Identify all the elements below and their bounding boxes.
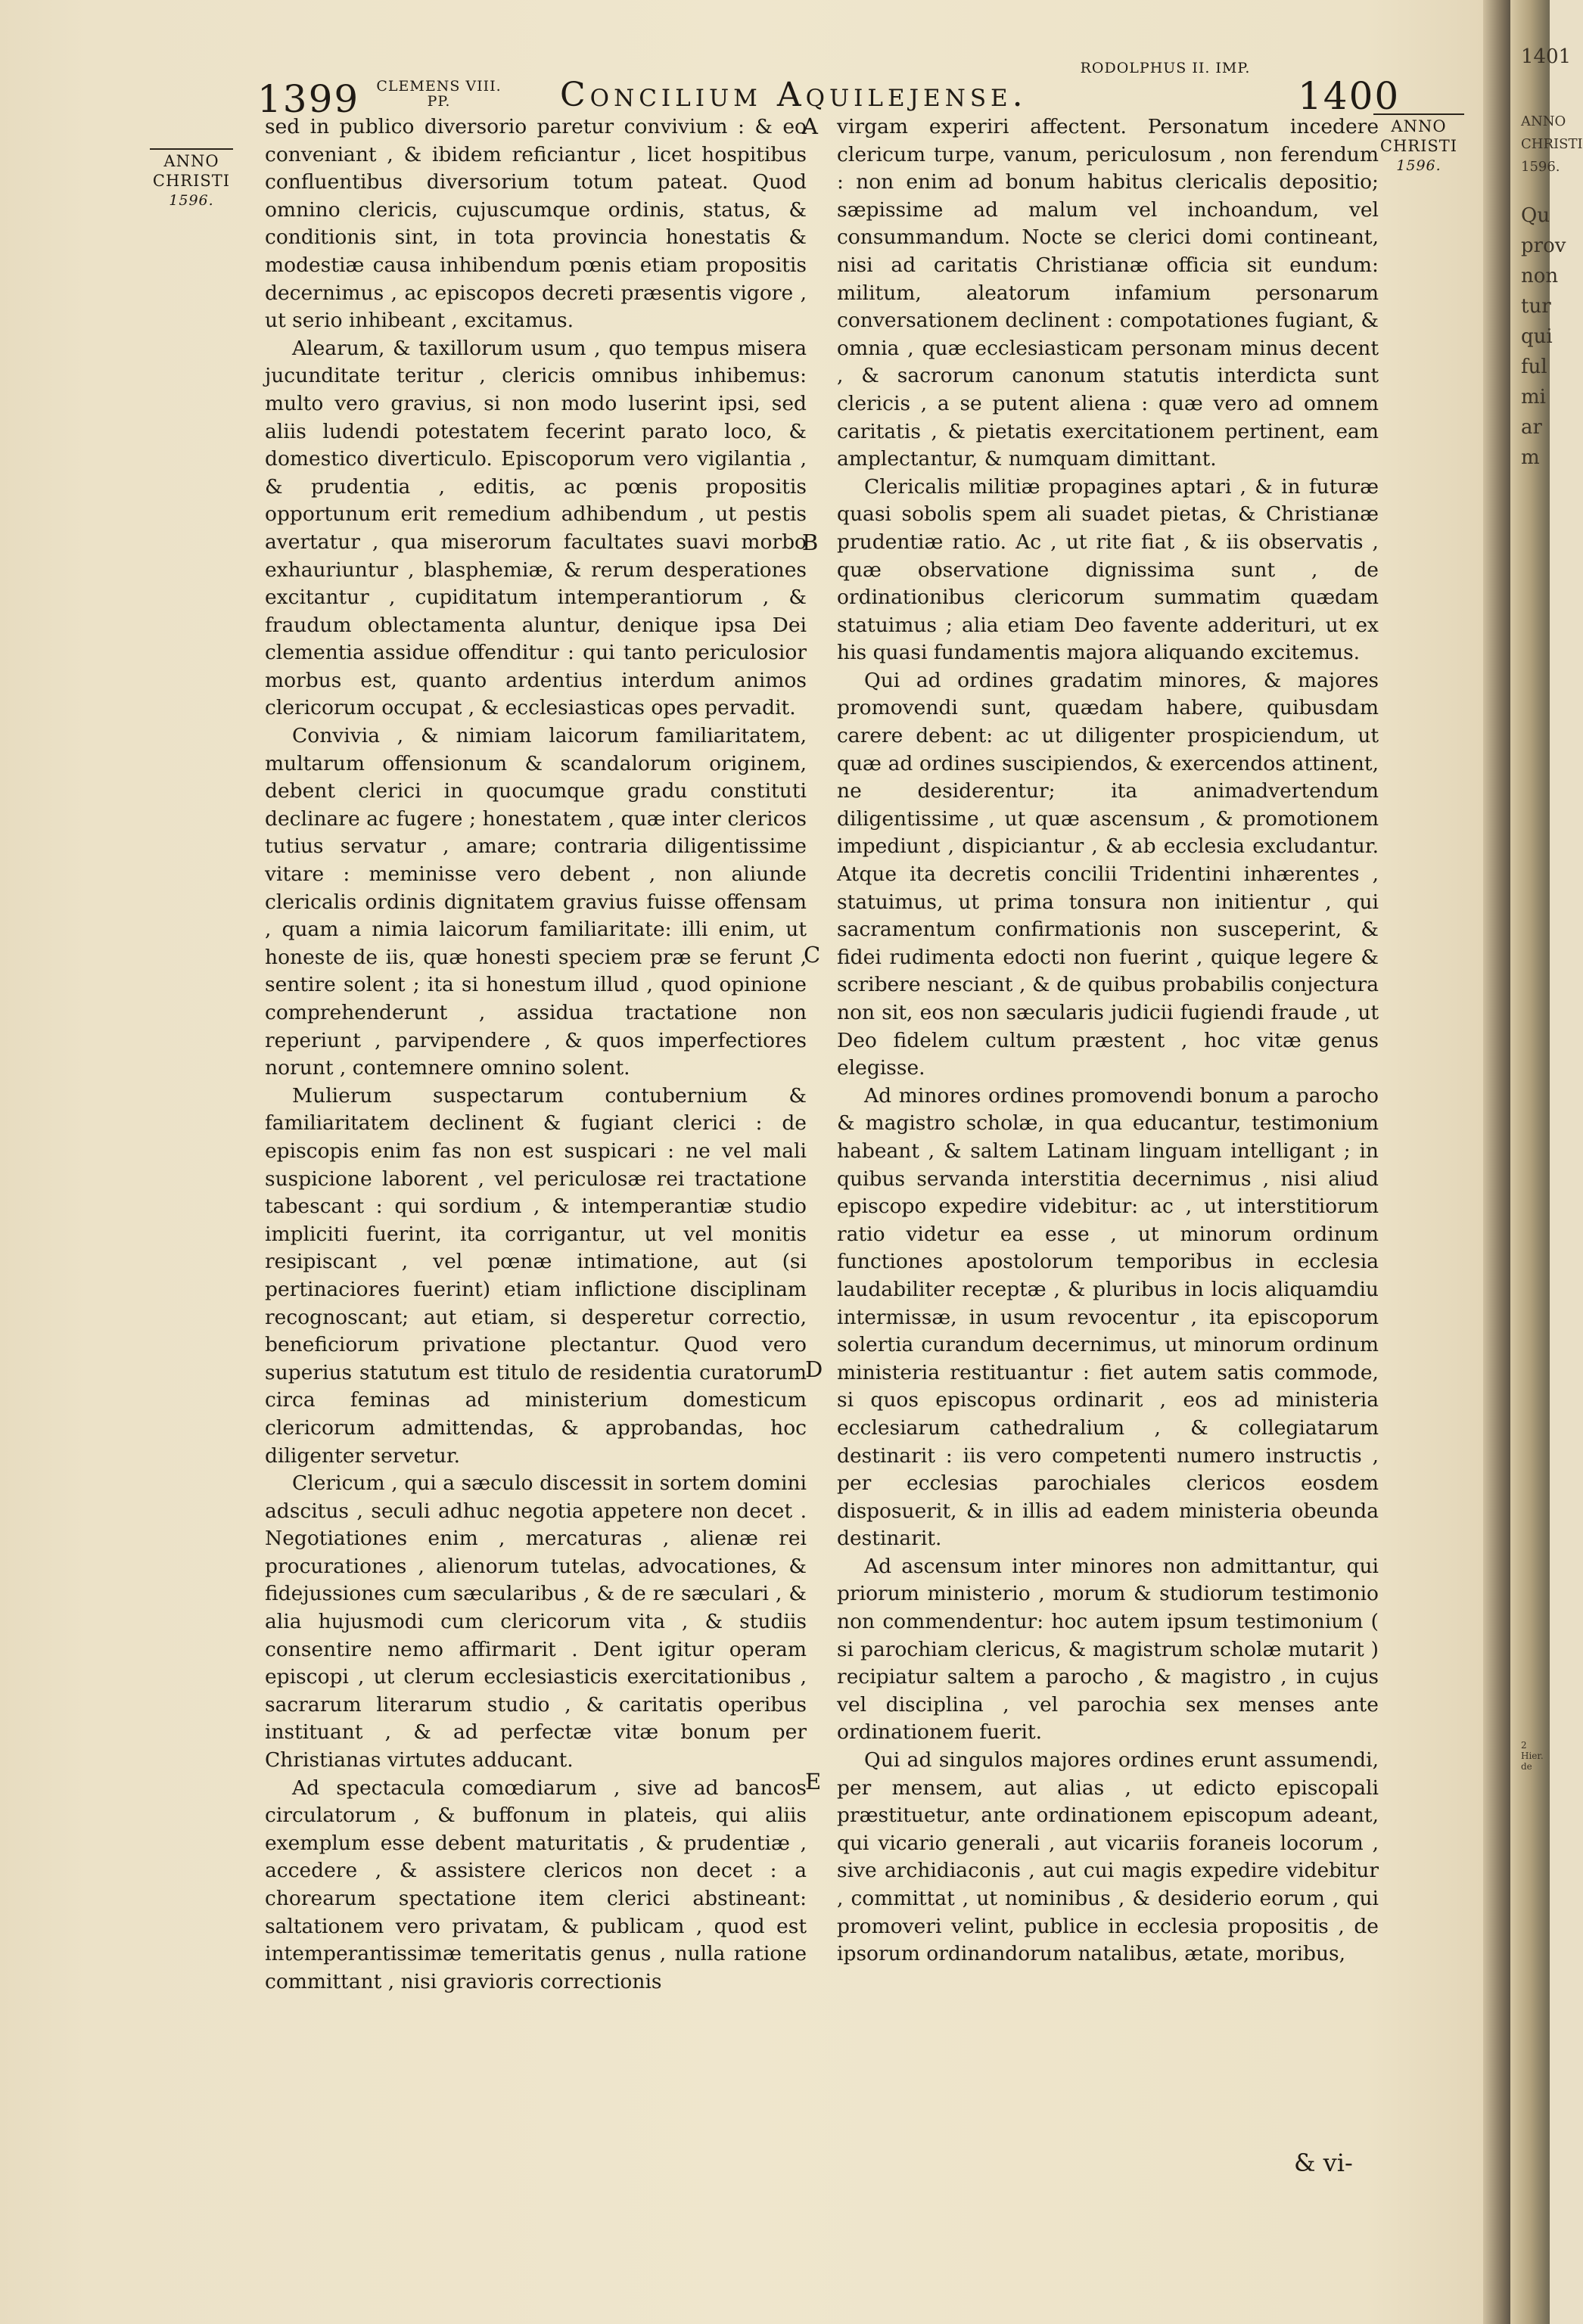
section-marker-d: D	[805, 1356, 823, 1382]
adjacent-fragment: ar	[1521, 416, 1542, 439]
section-marker-c: C	[804, 942, 821, 968]
margin-note-year-left	[150, 148, 233, 210]
section-marker-e: E	[805, 1769, 822, 1794]
paragraph: Ad spectacula comœdiarum , sive ad bancos circulatorum , & buffonum in plateis, qui aliis exemplum esse debent maturitatis , & prudentiæ , accedere , & assistere clericos non decet : a chorearum spectatione item clerici abstineant: saltationem vero privatam, & publicam , quod est intemperantissimæ temeritatis genus , nulla ratione committant , nisi gravioris correctionis	[265, 1776, 807, 1993]
adjacent-fragment: 2 Hier. de	[1521, 1740, 1544, 1772]
paragraph: Clericalis militiæ propagines aptari , & in futuræ quasi sobolis spem ali suadet pietas, & Christianæ prudentiæ ratio. Ac , ut rite fiat , & iis observatis , quæ observatione dignissima sunt , de ordinationibus clericorum summatim quædam statuimus ; alia etiam Deo favente adderituri, ut ex his quasi fundamentis majora aliquando excitemus.	[837, 474, 1379, 665]
running-head-emperor: RODOLPHUS II. IMP.	[1080, 60, 1251, 76]
section-marker-a: A	[802, 113, 818, 139]
paragraph: Clericum , qui a sæculo discessit in sortem domini adscitus , seculi adhuc negotia appetere non decet . Negotiationes enim , mercaturas , alienæ rei procurationes , alienorum tutelas, advocationes, & fidejussiones cum sæcularibus , & de re sæculari , & alia hujusmodi cum clericorum vita , & studiis consentire nemo affirmarit . Dent igitur operam episcopi , ut clerum ecclesiasticis exercitationibus , sacrarum literarum studio , & caritatis operibus instituant , & ad perfectæ vitæ bonum per Christianas virtutes adducant.	[265, 1471, 807, 1773]
paragraph: sed in publico diversorio paretur convivium : & eo conveniant , & ibidem reficiantur , licet hospitibus confluentibus diversorium totum pateat. Quod omnino clericis, cujuscumque ordinis, status, & conditionis sint, in tota provincia honestatis & modestiæ causa inhibendum pœnis etiam propositis decernimus , ac episcopos decreti præsentis vigore , ut serio inhibeant , excitamus.	[265, 115, 807, 333]
text-column-left	[265, 113, 807, 1996]
paragraph: Qui ad ordines gradatim minores, & majores promovendi sunt, quædam habere, quibusdam carere debent: ac ut diligenter prospiciendum, ut quæ ad ordines suscipiendos, & exercendos attinent, ne desiderentur; ita animadvertendum diligentissime , ut quæ ascensum , & promotionem impediunt , dispiciantur , & ab ecclesia excludantur. Atque ita decretis concilii Tridentini inhærentes , statuimus, ut prima tonsura non initientur , qui sacramentum confirmationis non susceperint, & fidei rudimenta edocti non fuerint , quique legere & scribere nesciant , & de quibus probabilis conjectura non sit, eos non sæcularis judicii fugiendi fraude , ut Deo fidelem cultum præstent , hoc vitæ genus elegisse.	[837, 668, 1379, 1080]
margin-note-anno: ANNO	[1391, 117, 1447, 135]
paragraph: Ad minores ordines promovendi bonum a parocho & magistro scholæ, in qua educantur, testimonium habeant , & saltem Latinam linguam intelligant ; in quibus servanda interstitia decernimus , nisi aliud episcopo expedire videbitur: ac , ut interstitiorum ratio videtur ea esse , ut minorum ordinum functiones apostolorum temporibus in ecclesia laudabiliter receptæ , & pluribus in locis aliquamdiu intermissæ, in usum revocentur , ita episcoporum solertia curandum decernimus, ut minorum ordinum ministeria restituantur : fiet autem satis commode, si quos episcopus ordinarit , eos ad ministeria ecclesiarum cathedralium , & collegiatarum destinarit : iis vero competenti numero instructis , per ecclesias parochiales clericos eosdem disposuerit, & in illis ad eadem ministeria obeunda destinarit.	[837, 1083, 1379, 1551]
section-marker-b: B	[802, 530, 819, 555]
paragraph: Ad ascensum inter minores non admittantur, qui priorum ministerio , morum & studiorum testimonio non commendentur: hoc autem ipsum testimonium ( si parochiam clericus, & magistrum scholæ mutarit ) recipiatur saltem a parocho , & magistro , in cujus vel disciplina , vel parochia sex menses ante ordinationem fuerit.	[837, 1554, 1379, 1745]
adjacent-page-edge	[1510, 0, 1583, 2324]
adjacent-fragment: 1401	[1521, 45, 1572, 68]
adjacent-fragment: ful	[1521, 356, 1547, 378]
adjacent-fragment: prov	[1521, 235, 1566, 257]
adjacent-fragment: qui	[1521, 325, 1553, 348]
paragraph: Qui ad singulos majores ordines erunt assumendi, per mensem, aut alias , ut edicto episcopali præstituetur, ante ordinationem episcopum adeant, qui vicario generali , aut vicariis foraneis locorum , sive archidiaconis , aut cui magis expedire videbitur , committat , ut nominibus , & desiderio eorum , qui promoveri velint, publice in ecclesia propositis , de ipsorum ordinandorum natalibus, ætate, moribus,	[837, 1748, 1379, 1966]
adjacent-fragment: 1596.	[1521, 159, 1560, 175]
margin-note-year-right	[1373, 113, 1464, 176]
margin-note-year: 1596.	[1396, 157, 1441, 174]
text-column-right	[837, 113, 1379, 1968]
paragraph: Mulierum suspectarum contubernium & familiaritatem declinent & fugiant clerici : de episcopis enim fas non est suspicari : ne vel mali suspicione laborent , vel periculosæ rei tractatione tabescant : qui sordium , & intemperantiæ studio impliciti fuerint, ita corrigantur, ut vel monitis resipiscant , vel pœnæ intimatione, aut (si pertinaciores fuerint) etiam inflictione disciplinam recognoscant; aut etiam, si desperetur correctio, beneficiorum privatione plectantur. Quod vero superius statutum est titulo de residentia curatorum circa feminas ad ministerium domesticum clericorum admittendas, & approbandas, hoc diligenter servetur.	[265, 1083, 807, 1468]
adjacent-fragment: non	[1521, 265, 1559, 287]
adjacent-fragment: Qu	[1521, 204, 1550, 227]
margin-note-anno: ANNO	[163, 152, 219, 170]
adjacent-fragment: tur	[1521, 295, 1551, 318]
adjacent-fragment: CHRISTI	[1521, 136, 1583, 152]
margin-note-christi: CHRISTI	[1379, 137, 1458, 155]
adjacent-fragment: ANNO	[1521, 113, 1566, 129]
adjacent-fragment: m	[1521, 446, 1540, 469]
book-gutter	[1483, 0, 1510, 2324]
catchword: & vi-	[1294, 2148, 1353, 2177]
page-number-left: 1399	[257, 77, 360, 121]
margin-note-year: 1596.	[169, 192, 214, 209]
paragraph: Alearum, & taxillorum usum , quo tempus misera jucunditate teritur , clericis omnibus inhibemus: multo vero gravius, si non modo luserint ipsi, sed aliis ludendi potestatem fecerint parato loco, & domestico diverticulo. Episcoporum vero vigilantia , & prudentia , editis, ac pœnis propositis opportunum erit remedium adhibendum , ut pestis avertatur , qua miserorum facultates suavi morbo exhauriuntur , blasphemiæ, & rerum desperationes excitantur , cupiditatum intemperantiorum , & fraudum oblectamenta aluntur, denique ipsa Dei clementia assidue offenditur : qui tanto periculosior morbus est, quanto ardentius interdum animos clericorum occupat , & ecclesiasticas opes pervadit.	[265, 336, 807, 720]
adjacent-fragment: mi	[1521, 386, 1546, 409]
paragraph: virgam experiri affectent. Personatum incedere clericum turpe, vanum, periculosum , non ferendum : non enim ad bonum habitus clericalis depositio; sæpissime ad malum vel inchoandum, vel consummandum. Nocte se clerici domi contineant, nisi ad caritatis Christianæ officia sit eundum: militum, aleatorum infamium personarum conversationem declinent : compotationes fugiant, & omnia , quæ ecclesiasticam personam minus decent , & sacrorum canonum statutis interdicta sunt clericis , a se putent aliena : quæ vero ad omnem caritatis , & pietatis exercitationem pertinent, eam amplectantur, & numquam dimittant.	[837, 115, 1379, 471]
page-number-right: 1400	[1298, 74, 1401, 118]
running-head-pope: CLEMENS VIII. PP.	[376, 78, 502, 110]
margin-note-christi: CHRISTI	[152, 172, 231, 190]
paragraph: Convivia , & nimiam laicorum familiaritatem, multarum offensionum & scandalorum originem, debent clerici in quocumque gradu constituti declinare ac fugere ; honestatem , quæ inter clericos tutius servatur , amare; contraria diligentissime vitare : meminisse vero debent , non aliunde clericalis ordinis dignitatem gravius fuisse offensam , quam a nimia laicorum familiaritate: illi enim, ut honeste de iis, quæ honesti speciem præ se ferunt , sentire solent ; ita si honestum illud , quod opinione comprehenderunt , assidua tractatione non reperiunt , parvipendere , & quos imperfectiores norunt , contemnere omnino solent.	[265, 724, 807, 1080]
running-head-title: Concilium Aquilejense.	[560, 76, 1028, 114]
